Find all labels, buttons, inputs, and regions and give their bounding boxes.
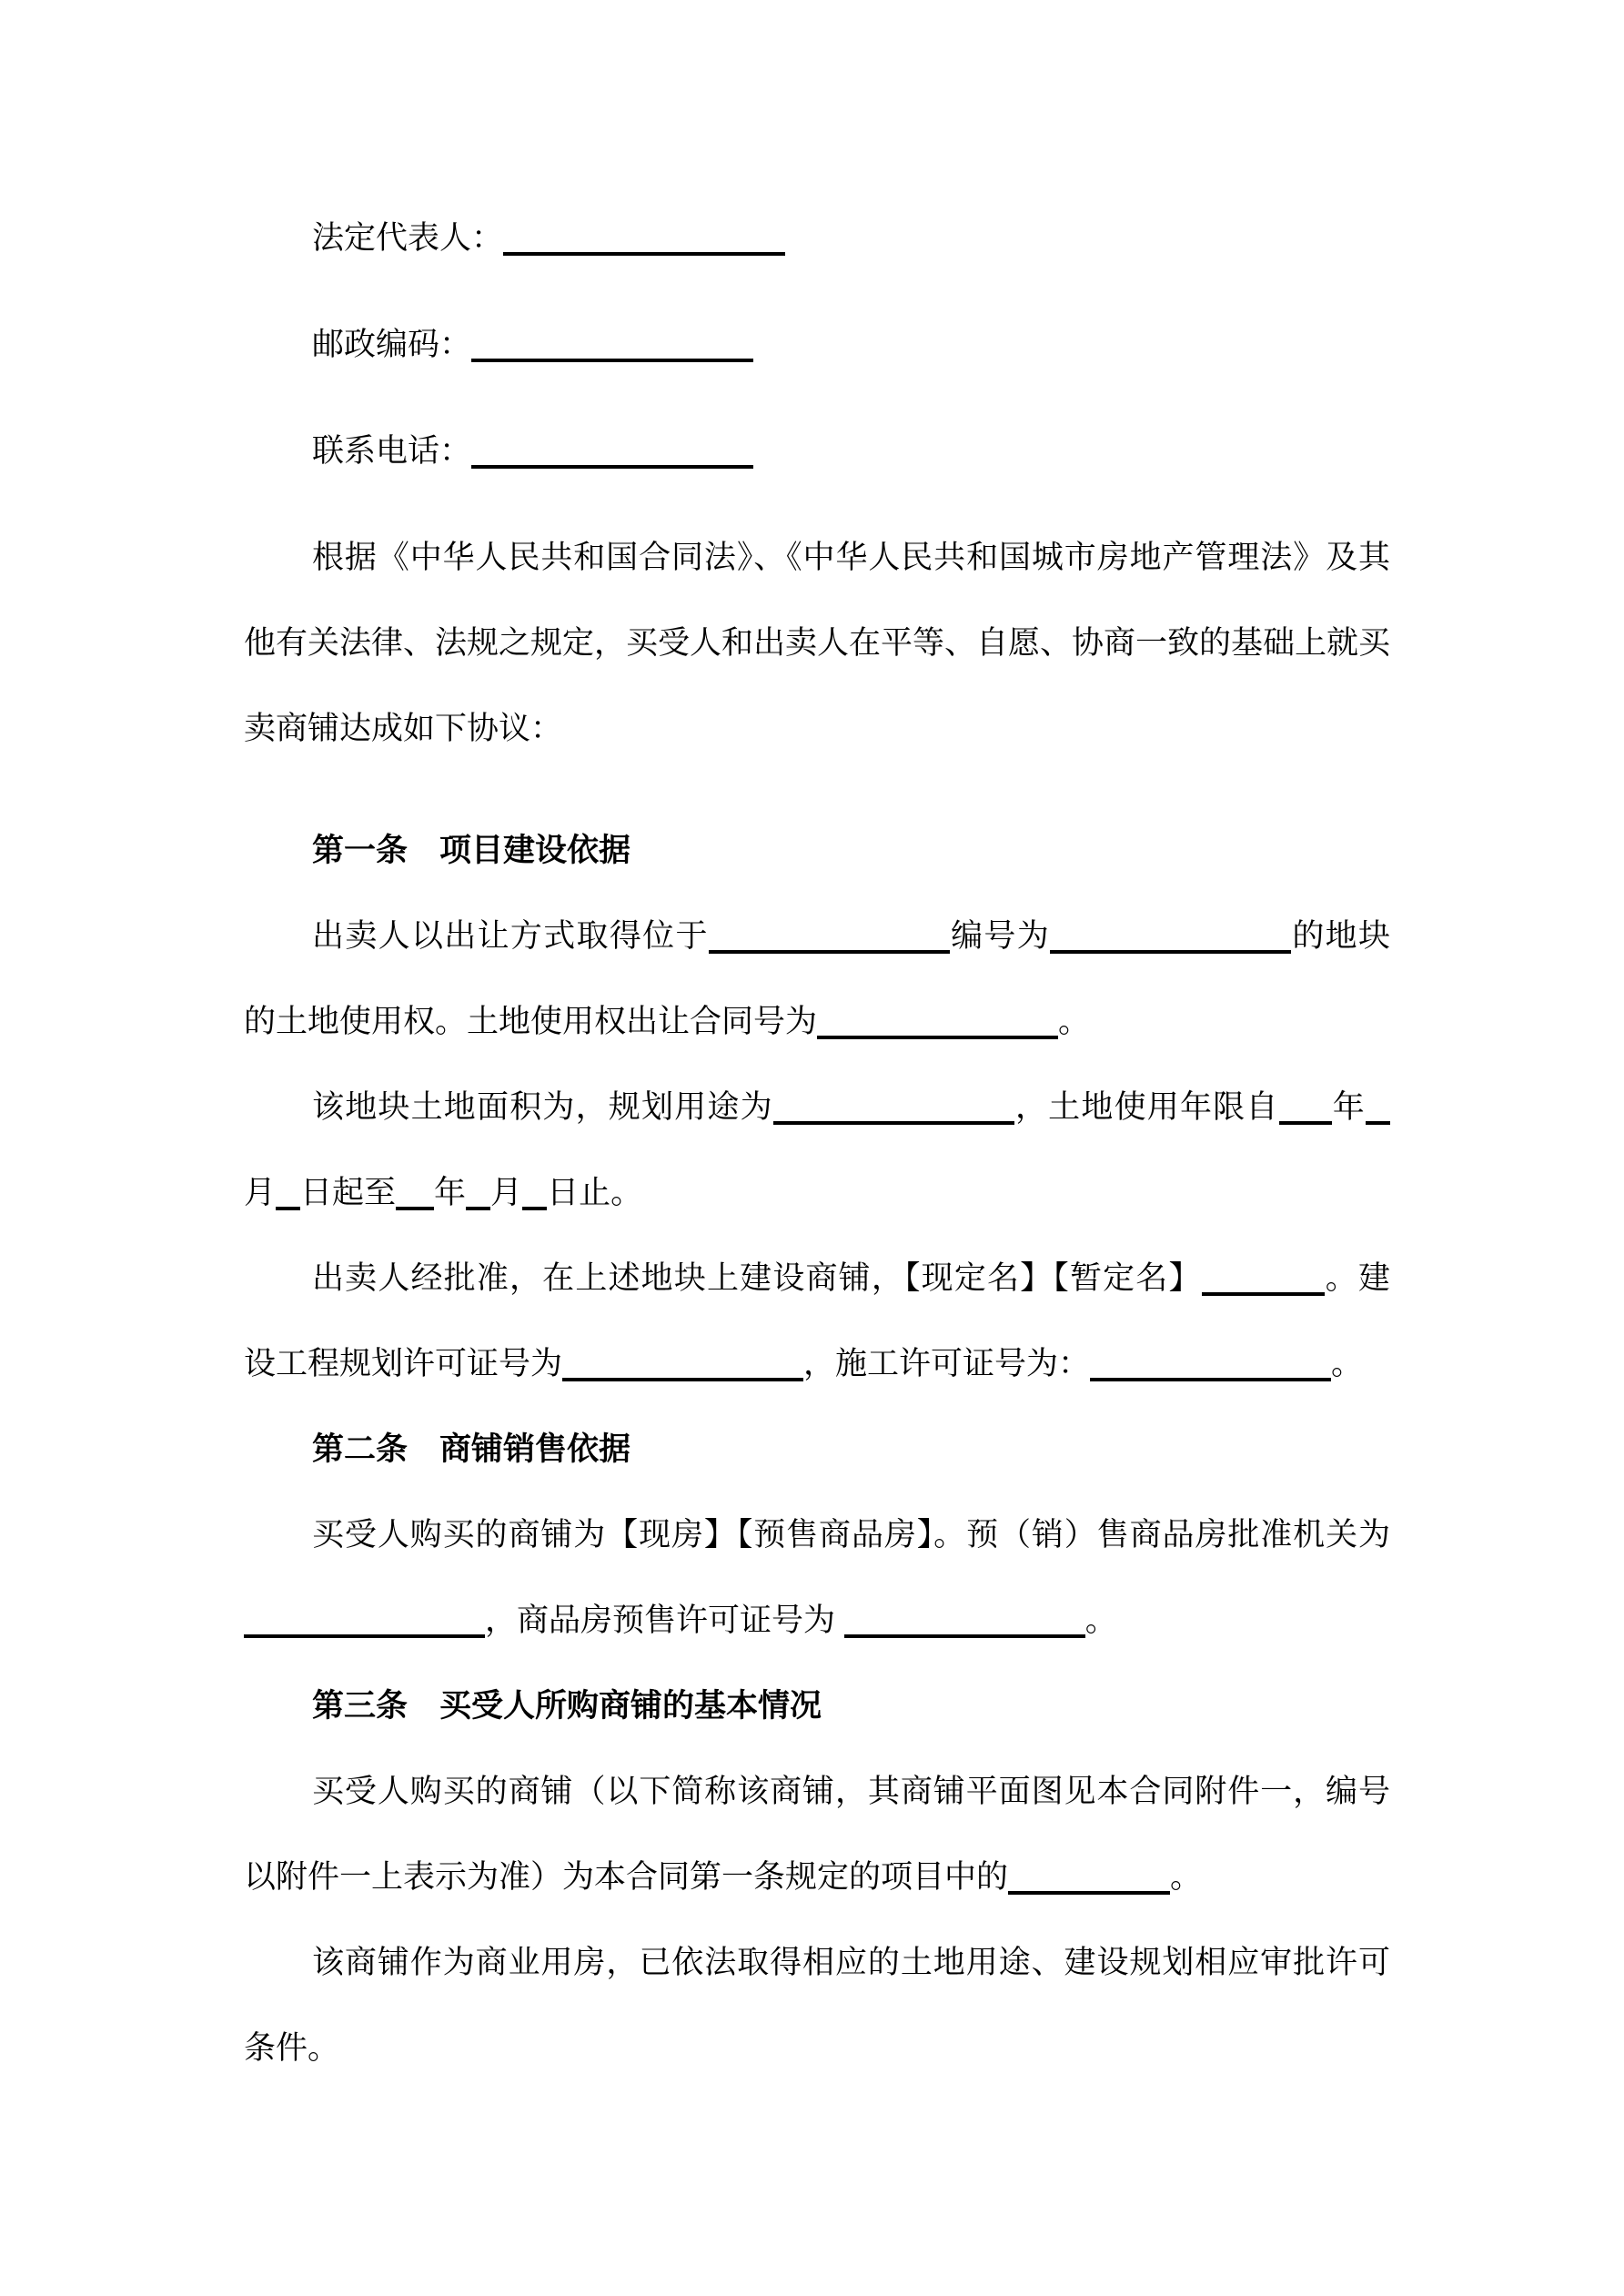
- fill-in-blank: [1008, 1859, 1170, 1895]
- article-3-heading: 第三条 买受人所购商铺的基本情况: [312, 1688, 822, 1724]
- fill-in-blank: [503, 220, 785, 256]
- legal-representative-line: 法定代表人：: [244, 196, 1390, 281]
- fill-in-blank: [471, 327, 753, 362]
- article-1-para-2: 该地块土地面积为，规划用途为 ，土地使用年限自 年月 日起至 年 月 日止。: [244, 1065, 1390, 1236]
- article-3-para-2: 该商铺作为商业用房，已依法取得相应的土地用途、建设规划相应审批许可条件。: [244, 1945, 1390, 2066]
- intro-paragraph: 根据《中华人民共和国合同法》、《中华人民共和国城市房地产管理法》及其他有关法律、法规之规定，买受人和出卖人在平等、自愿、协商一致的基础上就买卖商铺达成如下协议：: [244, 540, 1391, 746]
- fill-in-blank: [466, 1175, 490, 1210]
- fill-in-blank: [817, 1004, 1058, 1039]
- article-2-para-1: 买受人购买的商铺为【现房】【预售商品房】。预（销）售商品房批准机关为，商品房预售许可证号为 。: [244, 1492, 1390, 1664]
- fill-in-blank: [1202, 1260, 1325, 1296]
- fill-in-blank: [522, 1175, 547, 1210]
- article-1-heading: 第一条 项目建设依据: [312, 833, 631, 868]
- fill-in-blank: [562, 1346, 803, 1381]
- fill-in-blank: [471, 433, 753, 469]
- fill-in-blank: [396, 1175, 434, 1210]
- contact-phone-line: 联系电话：: [244, 409, 1390, 494]
- fill-in-blank: [244, 1603, 485, 1638]
- article-1-para-3: 出卖人经批准，在上述地块上建设商铺，【现定名】【暂定名】 。建设工程规划许可证号为 ，施工许可证号为： 。: [244, 1260, 1390, 1381]
- article-3-para-1: 买受人购买的商铺（以下简称该商铺，其商铺平面图见本合同附件一，编号以附件一上表示为准）为本合同第一条规定的项目中的 。: [244, 1774, 1390, 1895]
- fill-in-blank: [1090, 1346, 1331, 1381]
- fill-in-blank: [1366, 1089, 1390, 1125]
- fill-in-blank: [844, 1603, 1085, 1638]
- fill-in-blank: [773, 1089, 1014, 1125]
- article-2-heading: 第二条 商铺销售依据: [312, 1431, 631, 1467]
- fill-in-blank: [1279, 1089, 1332, 1125]
- fill-in-blank: [1050, 918, 1291, 954]
- postal-code-line: 邮政编码：: [244, 302, 1390, 388]
- fill-in-blank: [709, 918, 950, 954]
- article-1-para-1: 出卖人以出让方式取得位于 编号为 的地块的土地使用权。土地使用权出让合同号为 。: [244, 918, 1390, 1039]
- fill-in-blank: [276, 1175, 300, 1210]
